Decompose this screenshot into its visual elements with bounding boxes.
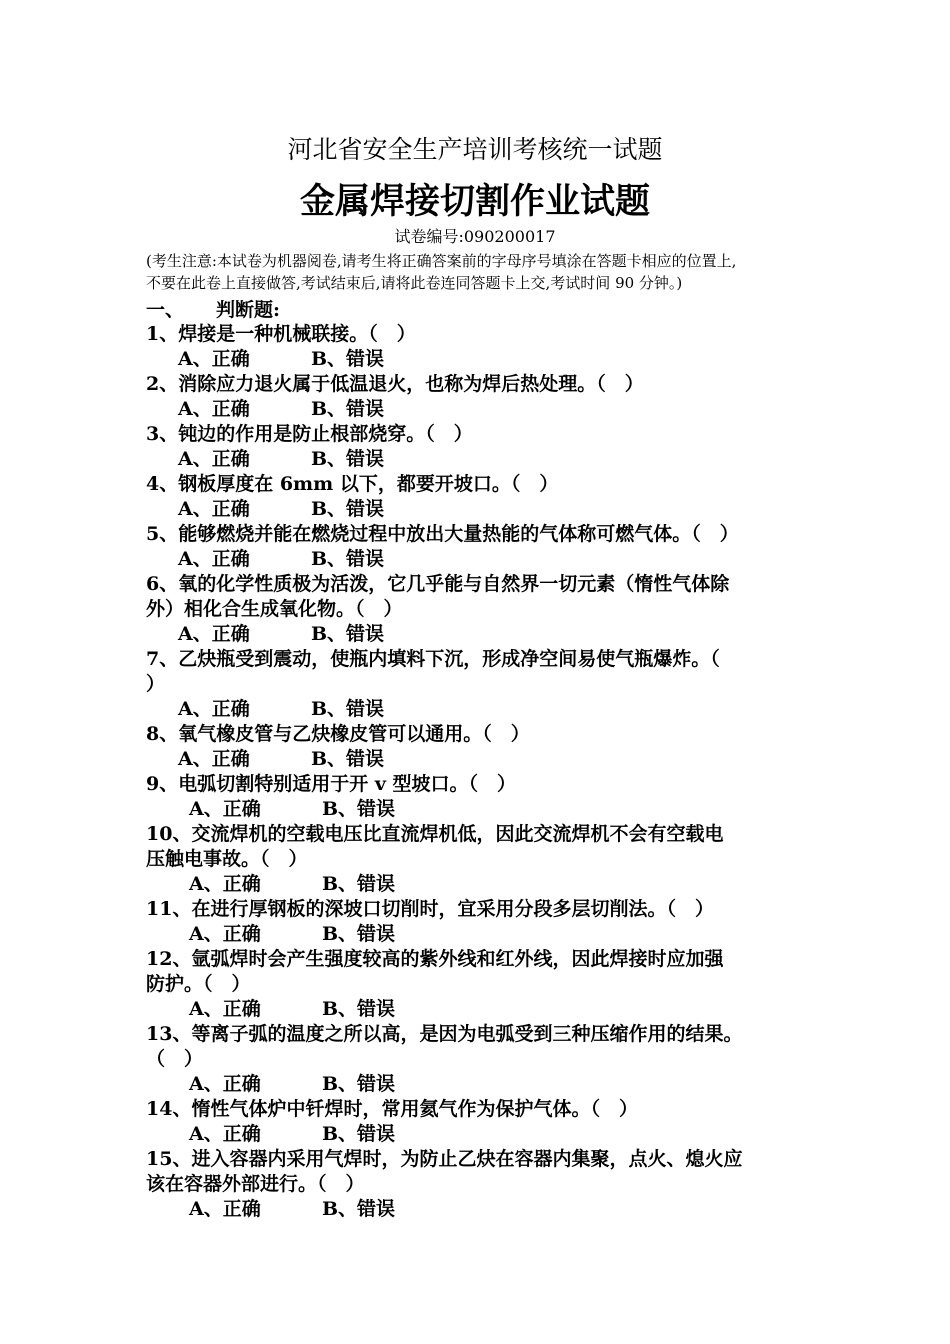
answer-options — [146, 922, 836, 947]
option-a: A、正确 — [178, 548, 250, 570]
question-item — [146, 822, 836, 897]
question-item — [146, 522, 836, 572]
answer-options — [146, 447, 836, 472]
notice-line: 不要在此卷上直接做答,考试结束后,请将此卷连同答题卡上交,考试时间 90 分钟。) — [146, 274, 683, 292]
question-text: ） — [146, 673, 166, 695]
answer-options — [146, 497, 836, 522]
question-text: 13、等离子弧的温度之所以高，是因为电弧受到三种压缩作用的结果。 — [146, 1023, 743, 1045]
question-text: 2、消除应力退火属于低温退火，也称为焊后热处理。（ ） — [146, 373, 644, 395]
question-item — [146, 1097, 836, 1147]
question-text: 9、电弧切割特别适用于开 v 型坡口。（ ） — [146, 773, 516, 795]
question-text: 外）相化合生成氧化物。（ ） — [146, 598, 403, 620]
option-b: B、错误 — [311, 748, 385, 770]
option-a: A、正确 — [178, 398, 250, 420]
option-b: B、错误 — [322, 1073, 396, 1095]
option-b: B、错误 — [311, 498, 385, 520]
question-item — [146, 1022, 836, 1097]
question-text: 12、氩弧焊时会产生强度较高的紫外线和红外线，因此焊接时应加强 — [146, 948, 724, 970]
option-a: A、正确 — [189, 798, 261, 820]
option-b: B、错误 — [322, 1123, 396, 1145]
answer-options — [146, 547, 836, 572]
question-text: 该在容器外部进行。（ ） — [146, 1173, 365, 1195]
question-item — [146, 472, 836, 522]
exam-notice — [146, 250, 816, 294]
exam-number: 试卷编号:090200017 — [394, 227, 556, 246]
org-title: 河北省安全生产培训考核统一试题 — [287, 135, 663, 164]
question-text: 1、焊接是一种机械联接。（ ） — [146, 323, 416, 345]
answer-options — [146, 1197, 836, 1222]
question-item — [146, 422, 836, 472]
option-a: A、正确 — [178, 698, 250, 720]
option-b: B、错误 — [322, 798, 396, 820]
question-text: 7、乙炔瓶受到震动，使瓶内填料下沉，形成净空间易使气瓶爆炸。（ — [146, 648, 720, 670]
option-a: A、正确 — [178, 623, 250, 645]
option-b: B、错误 — [311, 398, 385, 420]
option-b: B、错误 — [322, 1198, 396, 1220]
section-heading — [146, 298, 280, 323]
question-text: 14、惰性气体炉中钎焊时，常用氦气作为保护气体。（ ） — [146, 1098, 638, 1120]
answer-options — [146, 872, 836, 897]
question-item — [146, 572, 836, 647]
option-a: A、正确 — [189, 873, 261, 895]
option-a: A、正确 — [189, 998, 261, 1020]
option-a: A、正确 — [189, 1123, 261, 1145]
answer-options — [146, 1122, 836, 1147]
question-item — [146, 372, 836, 422]
question-item — [146, 947, 836, 1022]
answer-options — [146, 1072, 836, 1097]
question-text: 11、在进行厚钢板的深坡口切削时，宜采用分段多层切削法。（ ） — [146, 898, 714, 920]
question-text: 5、能够燃烧并能在燃烧过程中放出大量热能的气体称可燃气体。（ ） — [146, 523, 739, 545]
answer-options — [146, 697, 836, 722]
option-b: B、错误 — [311, 698, 385, 720]
question-list — [146, 322, 836, 1222]
question-item — [146, 647, 836, 722]
question-item — [146, 722, 836, 772]
option-a: A、正确 — [189, 1073, 261, 1095]
question-text: 4、钢板厚度在 6mm 以下，都要开坡口。（ ） — [146, 473, 559, 495]
option-a: A、正确 — [178, 748, 250, 770]
question-text: 15、进入容器内采用气焊时，为防止乙炔在容器内集聚，点火、熄火应 — [146, 1148, 743, 1170]
option-b: B、错误 — [311, 348, 385, 370]
answer-options — [146, 747, 836, 772]
option-b: B、错误 — [322, 923, 396, 945]
question-text: （ ） — [146, 1048, 204, 1070]
question-text: 3、钝边的作用是防止根部烧穿。（ ） — [146, 423, 473, 445]
notice-line: (考生注意:本试卷为机器阅卷,请考生将正确答案前的字母序号填涂在答题卡相应的位置上, — [146, 252, 737, 270]
section-number: 一、 — [146, 299, 185, 321]
option-a: A、正确 — [178, 448, 250, 470]
option-a: A、正确 — [189, 923, 261, 945]
option-b: B、错误 — [311, 448, 385, 470]
option-b: B、错误 — [322, 998, 396, 1020]
answer-options — [146, 622, 836, 647]
option-b: B、错误 — [322, 873, 396, 895]
option-a: A、正确 — [189, 1198, 261, 1220]
option-b: B、错误 — [311, 548, 385, 570]
question-text: 10、交流焊机的空载电压比直流焊机低，因此交流焊机不会有空载电 — [146, 823, 724, 845]
option-a: A、正确 — [178, 498, 250, 520]
question-item — [146, 772, 836, 822]
question-item — [146, 322, 836, 372]
section-title: 判断题: — [216, 299, 281, 321]
answer-options — [146, 347, 836, 372]
answer-options — [146, 997, 836, 1022]
option-b: B、错误 — [311, 623, 385, 645]
question-text: 6、氧的化学性质极为活泼，它几乎能与自然界一切元素（惰性气体除 — [146, 573, 730, 595]
question-text: 8、氧气橡皮管与乙炔橡皮管可以通用。（ ） — [146, 723, 530, 745]
main-title: 金属焊接切割作业试题 — [299, 181, 650, 222]
answer-options — [146, 397, 836, 422]
option-a: A、正确 — [178, 348, 250, 370]
question-text: 压触电事故。（ ） — [146, 848, 308, 870]
answer-options — [146, 797, 836, 822]
question-item — [146, 897, 836, 947]
question-item — [146, 1147, 836, 1222]
question-text: 防护。（ ） — [146, 973, 251, 995]
